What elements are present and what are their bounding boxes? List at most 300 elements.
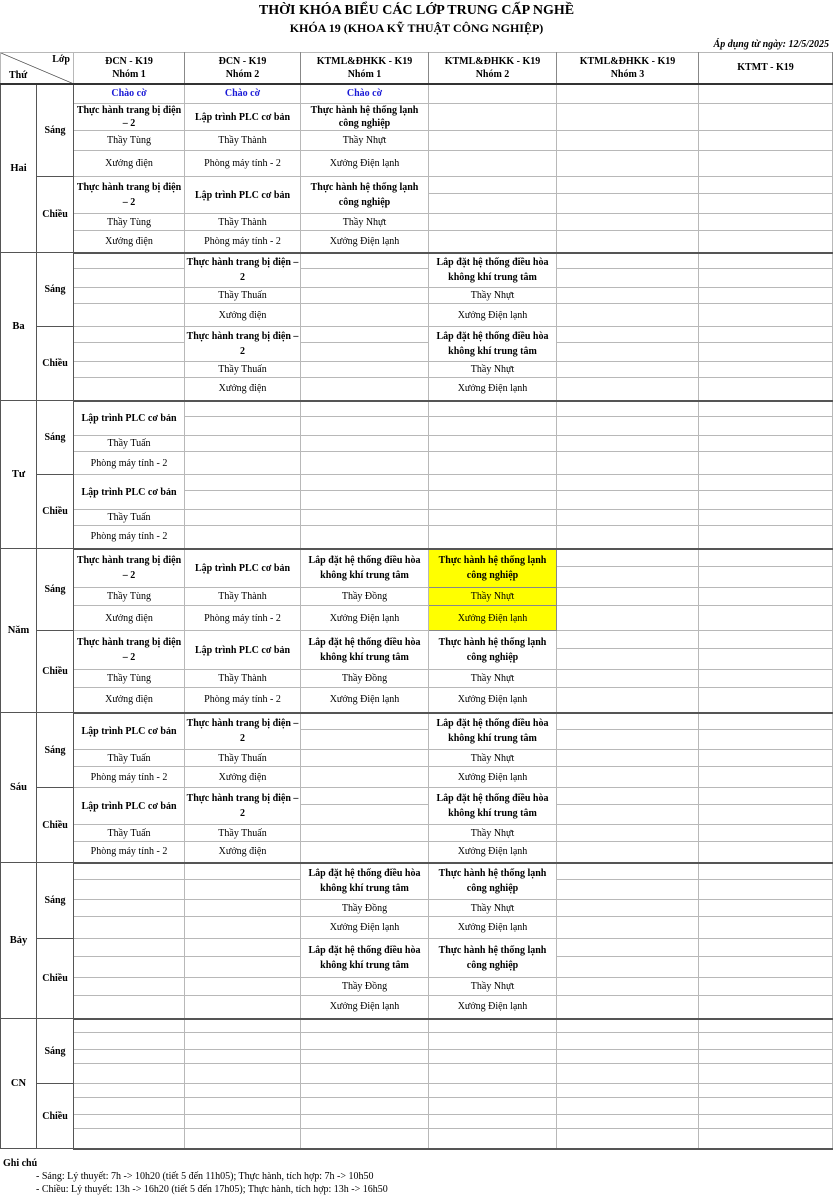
teacher: Thầy Tuấn xyxy=(74,510,185,526)
empty-cell xyxy=(74,1033,185,1050)
room: Xưởng điện xyxy=(185,304,301,327)
empty-cell xyxy=(185,1084,301,1098)
subject: Thực hành trang bị điện – 2 xyxy=(185,327,301,362)
empty-cell xyxy=(429,417,557,436)
session-label: Chiều xyxy=(37,939,74,1019)
class-name: ĐCN - K19 xyxy=(105,55,153,67)
empty-cell xyxy=(185,939,301,957)
session-label: Sáng xyxy=(37,401,74,475)
subject: Lắp đặt hệ thống điều hòa không khí trung tâm xyxy=(301,939,429,978)
empty-cell xyxy=(699,900,833,917)
room: Xưởng Điện lạnh xyxy=(301,688,429,713)
room: Phòng máy tính - 2 xyxy=(74,526,185,549)
room: Xưởng điện xyxy=(74,606,185,631)
teacher: Thầy Thuấn xyxy=(185,750,301,767)
empty-cell xyxy=(557,767,699,788)
empty-cell xyxy=(185,1098,301,1115)
empty-cell xyxy=(301,343,429,362)
empty-cell xyxy=(699,1084,833,1098)
empty-cell xyxy=(557,304,699,327)
empty-cell xyxy=(301,805,429,825)
empty-cell xyxy=(74,939,185,957)
room: Phòng máy tính - 2 xyxy=(185,606,301,631)
class-name: KTML&ĐHKK - K19 xyxy=(316,55,413,67)
empty-cell xyxy=(301,253,429,269)
empty-cell xyxy=(699,417,833,436)
subject: Lập trình PLC cơ bản xyxy=(74,788,185,825)
empty-cell xyxy=(429,452,557,475)
session-label: Sáng xyxy=(37,1019,74,1084)
empty-cell xyxy=(301,1064,429,1084)
room: Xưởng điện xyxy=(74,151,185,177)
room: Phòng máy tính - 2 xyxy=(74,842,185,863)
day-label: Bảy xyxy=(1,863,37,1019)
subject: Thực hành trang bị điện – 2 xyxy=(185,713,301,750)
teacher: Thầy Tuấn xyxy=(74,825,185,842)
subject: Lập trình PLC cơ bản xyxy=(185,631,301,670)
teacher: Thầy Đồng xyxy=(301,670,429,688)
class-header xyxy=(74,53,185,84)
empty-cell xyxy=(301,842,429,863)
subject: Lập trình PLC cơ bản xyxy=(74,475,185,510)
teacher: Thầy Tùng xyxy=(74,214,185,231)
empty-cell xyxy=(699,1019,833,1033)
empty-cell xyxy=(301,1033,429,1050)
teacher: Thầy Tùng xyxy=(74,131,185,151)
class-header xyxy=(699,53,833,84)
empty-cell xyxy=(74,378,185,401)
empty-cell xyxy=(699,452,833,475)
class-group: Nhóm 2 xyxy=(225,68,260,80)
room: Phòng máy tính - 2 xyxy=(185,688,301,713)
empty-cell xyxy=(185,417,301,436)
empty-cell xyxy=(557,670,699,688)
empty-cell xyxy=(557,805,699,825)
empty-cell xyxy=(557,825,699,842)
subject: Lắp đặt hệ thống điều hòa không khí trung tâm xyxy=(301,863,429,900)
empty-cell xyxy=(699,194,833,214)
empty-cell xyxy=(557,567,699,588)
empty-cell xyxy=(557,510,699,526)
empty-cell xyxy=(185,996,301,1019)
subject: Lắp đặt hệ thống điều hòa không khí trung tâm xyxy=(429,713,557,750)
empty-cell xyxy=(301,417,429,436)
teacher: Thầy Nhựt xyxy=(429,900,557,917)
empty-cell xyxy=(301,304,429,327)
teacher: Thầy Tùng xyxy=(74,588,185,606)
empty-cell xyxy=(301,1050,429,1064)
empty-cell xyxy=(74,1084,185,1098)
subject: Thực hành trang bị điện – 2 xyxy=(74,104,185,131)
subject: Lắp đặt hệ thống điều hòa không khí trung tâm xyxy=(429,253,557,288)
empty-cell xyxy=(557,231,699,253)
class-name: KTML&ĐHKK - K19 xyxy=(444,55,541,67)
empty-cell xyxy=(429,491,557,510)
empty-cell xyxy=(185,917,301,939)
room: Xưởng Điện lạnh xyxy=(301,231,429,253)
empty-cell xyxy=(699,231,833,253)
subject: Lắp đặt hệ thống điều hòa không khí trung tâm xyxy=(429,327,557,362)
teacher: Thầy Thuấn xyxy=(185,825,301,842)
empty-cell xyxy=(699,1129,833,1149)
empty-cell xyxy=(557,688,699,713)
empty-cell xyxy=(699,842,833,863)
room: Xưởng Điện lạnh xyxy=(429,767,557,788)
empty-cell xyxy=(557,588,699,606)
empty-cell xyxy=(301,269,429,288)
empty-cell xyxy=(699,491,833,510)
empty-cell xyxy=(429,84,557,104)
empty-cell xyxy=(301,750,429,767)
empty-cell xyxy=(557,788,699,805)
session-label: Chiều xyxy=(37,327,74,401)
empty-cell xyxy=(429,1033,557,1050)
room: Xưởng Điện lạnh xyxy=(429,688,557,713)
empty-cell xyxy=(699,588,833,606)
empty-cell xyxy=(699,670,833,688)
teacher: Thầy Thuấn xyxy=(185,362,301,378)
room: Xưởng Điện lạnh xyxy=(429,996,557,1019)
room: Xưởng Điện lạnh xyxy=(429,842,557,863)
subject: Thực hành trang bị điện – 2 xyxy=(185,788,301,825)
subject: Thực hành hệ thống lạnh công nghiệp xyxy=(429,549,557,588)
empty-cell xyxy=(699,177,833,194)
empty-cell xyxy=(557,1115,699,1129)
subject: Lắp đặt hệ thống điều hòa không khí trung tâm xyxy=(429,788,557,825)
room: Phòng máy tính - 2 xyxy=(74,452,185,475)
teacher: Thầy Nhựt xyxy=(429,288,557,304)
empty-cell xyxy=(699,475,833,491)
empty-cell xyxy=(699,957,833,978)
empty-cell xyxy=(699,304,833,327)
teacher: Thầy Đồng xyxy=(301,900,429,917)
session-label: Chiều xyxy=(37,631,74,713)
empty-cell xyxy=(74,863,185,880)
empty-cell xyxy=(429,510,557,526)
empty-cell xyxy=(185,957,301,978)
empty-cell xyxy=(301,713,429,730)
empty-cell xyxy=(74,957,185,978)
empty-cell xyxy=(699,688,833,713)
empty-cell xyxy=(699,996,833,1019)
empty-cell xyxy=(301,452,429,475)
subject: Lập trình PLC cơ bản xyxy=(185,177,301,214)
empty-cell xyxy=(557,842,699,863)
empty-cell xyxy=(699,880,833,900)
room: Xưởng Điện lạnh xyxy=(429,304,557,327)
subject: Thực hành hệ thống lạnh công nghiệp xyxy=(429,863,557,900)
empty-cell xyxy=(557,452,699,475)
empty-cell xyxy=(557,549,699,567)
day-label: Hai xyxy=(1,84,37,253)
class-group: Nhóm 3 xyxy=(610,68,645,80)
session-label: Sáng xyxy=(37,253,74,327)
empty-cell xyxy=(557,194,699,214)
day-label: Ba xyxy=(1,253,37,401)
empty-cell xyxy=(74,253,185,269)
empty-cell xyxy=(699,362,833,378)
empty-cell xyxy=(429,1129,557,1149)
empty-cell xyxy=(557,327,699,343)
empty-cell xyxy=(557,713,699,730)
empty-cell xyxy=(699,343,833,362)
empty-cell xyxy=(557,288,699,304)
empty-cell xyxy=(699,649,833,670)
empty-cell xyxy=(557,177,699,194)
session-label: Sáng xyxy=(37,84,74,177)
empty-cell xyxy=(185,1019,301,1033)
subject: Lập trình PLC cơ bản xyxy=(185,104,301,131)
empty-cell xyxy=(557,1033,699,1050)
empty-cell xyxy=(429,231,557,253)
teacher: Thầy Thành xyxy=(185,214,301,231)
subject: Lắp đặt hệ thống điều hòa không khí trung tâm xyxy=(301,549,429,588)
flag-ceremony: Chào cờ xyxy=(185,84,301,104)
empty-cell xyxy=(699,567,833,588)
empty-cell xyxy=(301,327,429,343)
empty-cell xyxy=(557,491,699,510)
teacher: Thầy Tuấn xyxy=(74,750,185,767)
class-header xyxy=(185,53,301,84)
room: Xưởng Điện lạnh xyxy=(429,606,557,631)
empty-cell xyxy=(557,343,699,362)
header-thu-label: Thứ xyxy=(9,69,28,81)
empty-cell xyxy=(301,436,429,452)
class-group: Nhóm 1 xyxy=(347,68,382,80)
empty-cell xyxy=(74,1019,185,1033)
empty-cell xyxy=(699,151,833,177)
empty-cell xyxy=(699,788,833,805)
empty-cell xyxy=(557,131,699,151)
empty-cell xyxy=(185,1115,301,1129)
page-title: THỜI KHÓA BIỂU CÁC LỚP TRUNG CẤP NGHỀ xyxy=(258,3,575,18)
session-label: Sáng xyxy=(37,863,74,939)
class-group: Nhóm 1 xyxy=(112,68,146,80)
empty-cell xyxy=(557,1019,699,1033)
empty-cell xyxy=(301,1084,429,1098)
empty-cell xyxy=(301,475,429,491)
empty-cell xyxy=(429,194,557,214)
day-label: CN xyxy=(1,1019,37,1149)
empty-cell xyxy=(699,436,833,452)
teacher: Thầy Đồng xyxy=(301,588,429,606)
empty-cell xyxy=(74,1115,185,1129)
empty-cell xyxy=(301,767,429,788)
notes-title: Ghi chú xyxy=(3,1158,38,1169)
empty-cell xyxy=(429,1098,557,1115)
teacher: Thầy Tuấn xyxy=(74,436,185,452)
empty-cell xyxy=(699,131,833,151)
subject: Thực hành hệ thống lạnh công nghiệp xyxy=(301,177,429,214)
notes xyxy=(3,1157,388,1196)
subject: Thực hành hệ thống lạnh công nghiệp xyxy=(301,104,429,131)
subject: Lập trình PLC cơ bản xyxy=(74,713,185,750)
empty-cell xyxy=(699,1033,833,1050)
empty-cell xyxy=(301,510,429,526)
empty-cell xyxy=(429,475,557,491)
room: Phòng máy tính - 2 xyxy=(185,231,301,253)
empty-cell xyxy=(699,805,833,825)
empty-cell xyxy=(699,84,833,104)
empty-cell xyxy=(301,1098,429,1115)
teacher: Thầy Nhựt xyxy=(429,670,557,688)
empty-cell xyxy=(699,978,833,996)
empty-cell xyxy=(185,491,301,510)
subject: Lập trình PLC cơ bản xyxy=(74,401,185,436)
empty-cell xyxy=(429,401,557,417)
empty-cell xyxy=(74,917,185,939)
room: Xưởng điện xyxy=(185,378,301,401)
session-label: Chiều xyxy=(37,475,74,549)
empty-cell xyxy=(185,1064,301,1084)
day-label: Sáu xyxy=(1,713,37,863)
empty-cell xyxy=(74,900,185,917)
empty-cell xyxy=(74,1050,185,1064)
empty-cell xyxy=(185,863,301,880)
class-group: Nhóm 2 xyxy=(475,68,510,80)
room: Xưởng điện xyxy=(185,767,301,788)
room: Xưởng điện xyxy=(74,231,185,253)
teacher: Thầy Nhựt xyxy=(429,825,557,842)
empty-cell xyxy=(74,978,185,996)
teacher: Thầy Đồng xyxy=(301,978,429,996)
empty-cell xyxy=(429,131,557,151)
empty-cell xyxy=(557,475,699,491)
class-header xyxy=(429,53,557,84)
empty-cell xyxy=(429,177,557,194)
empty-cell xyxy=(74,1129,185,1149)
empty-cell xyxy=(557,957,699,978)
empty-cell xyxy=(557,606,699,631)
empty-cell xyxy=(557,104,699,131)
empty-cell xyxy=(429,436,557,452)
empty-cell xyxy=(557,269,699,288)
apply-date: Áp dụng từ ngày: 12/5/2025 xyxy=(713,39,829,50)
empty-cell xyxy=(429,1115,557,1129)
empty-cell xyxy=(429,526,557,549)
empty-cell xyxy=(699,825,833,842)
empty-cell xyxy=(557,417,699,436)
header-corner xyxy=(1,53,74,84)
empty-cell xyxy=(185,526,301,549)
empty-cell xyxy=(699,378,833,401)
teacher: Thầy Nhựt xyxy=(429,362,557,378)
subject: Thực hành trang bị điện – 2 xyxy=(74,631,185,670)
room: Xưởng điện xyxy=(74,688,185,713)
empty-cell xyxy=(699,1064,833,1084)
teacher: Thầy Nhựt xyxy=(429,588,557,606)
empty-cell xyxy=(557,750,699,767)
empty-cell xyxy=(185,475,301,491)
empty-cell xyxy=(185,1129,301,1149)
empty-cell xyxy=(301,491,429,510)
empty-cell xyxy=(74,343,185,362)
empty-cell xyxy=(699,269,833,288)
empty-cell xyxy=(557,730,699,750)
empty-cell xyxy=(699,327,833,343)
empty-cell xyxy=(557,917,699,939)
empty-cell xyxy=(557,978,699,996)
empty-cell xyxy=(301,288,429,304)
empty-cell xyxy=(699,730,833,750)
empty-cell xyxy=(557,631,699,649)
room: Phòng máy tính - 2 xyxy=(185,151,301,177)
empty-cell xyxy=(74,1064,185,1084)
empty-cell xyxy=(557,1084,699,1098)
session-label: Sáng xyxy=(37,713,74,788)
empty-cell xyxy=(74,1098,185,1115)
subject: Thực hành trang bị điện – 2 xyxy=(74,177,185,214)
teacher: Thầy Nhựt xyxy=(429,978,557,996)
empty-cell xyxy=(699,253,833,269)
session-label: Chiều xyxy=(37,788,74,863)
empty-cell xyxy=(429,214,557,231)
empty-cell xyxy=(557,151,699,177)
empty-cell xyxy=(557,880,699,900)
subject: Thực hành trang bị điện – 2 xyxy=(185,253,301,288)
empty-cell xyxy=(557,1129,699,1149)
room: Xưởng Điện lạnh xyxy=(301,996,429,1019)
empty-cell xyxy=(557,526,699,549)
empty-cell xyxy=(557,253,699,269)
empty-cell xyxy=(557,900,699,917)
empty-cell xyxy=(557,863,699,880)
room: Phòng máy tính - 2 xyxy=(74,767,185,788)
empty-cell xyxy=(185,880,301,900)
teacher: Thầy Thuấn xyxy=(185,288,301,304)
teacher: Thầy Nhựt xyxy=(301,131,429,151)
empty-cell xyxy=(429,1064,557,1084)
page-subtitle: KHÓA 19 (KHOA KỸ THUẬT CÔNG NGHIỆP) xyxy=(289,21,544,35)
empty-cell xyxy=(557,996,699,1019)
empty-cell xyxy=(557,1050,699,1064)
session-label: Chiều xyxy=(37,1084,74,1149)
empty-cell xyxy=(557,84,699,104)
empty-cell xyxy=(301,378,429,401)
empty-cell xyxy=(699,767,833,788)
empty-cell xyxy=(699,863,833,880)
subject: Thực hành hệ thống lạnh công nghiệp xyxy=(429,631,557,670)
subject: Lắp đặt hệ thống điều hòa không khí trung tâm xyxy=(301,631,429,670)
empty-cell xyxy=(74,880,185,900)
empty-cell xyxy=(557,1098,699,1115)
notes-line-afternoon: - Chiều: Lý thuyết: 13h -> 16h20 (tiết 5 đến 17h05); Thực hành, tích hợp: 13h -> 16h50 xyxy=(36,1184,388,1195)
empty-cell xyxy=(185,436,301,452)
empty-cell xyxy=(185,401,301,417)
class-name: ĐCN - K19 xyxy=(218,55,267,67)
class-name: KTMT - K19 xyxy=(737,62,794,74)
teacher: Thầy Thành xyxy=(185,670,301,688)
empty-cell xyxy=(699,917,833,939)
empty-cell xyxy=(557,939,699,957)
empty-cell xyxy=(699,631,833,649)
class-header xyxy=(301,53,429,84)
teacher: Thầy Tùng xyxy=(74,670,185,688)
empty-cell xyxy=(301,825,429,842)
flag-ceremony: Chào cờ xyxy=(74,84,185,104)
class-header xyxy=(557,53,699,84)
teacher: Thầy Nhựt xyxy=(301,214,429,231)
empty-cell xyxy=(301,730,429,750)
empty-cell xyxy=(74,362,185,378)
empty-cell xyxy=(699,214,833,231)
empty-cell xyxy=(74,288,185,304)
empty-cell xyxy=(699,104,833,131)
empty-cell xyxy=(301,526,429,549)
session-label: Sáng xyxy=(37,549,74,631)
empty-cell xyxy=(301,401,429,417)
room: Xưởng Điện lạnh xyxy=(429,917,557,939)
